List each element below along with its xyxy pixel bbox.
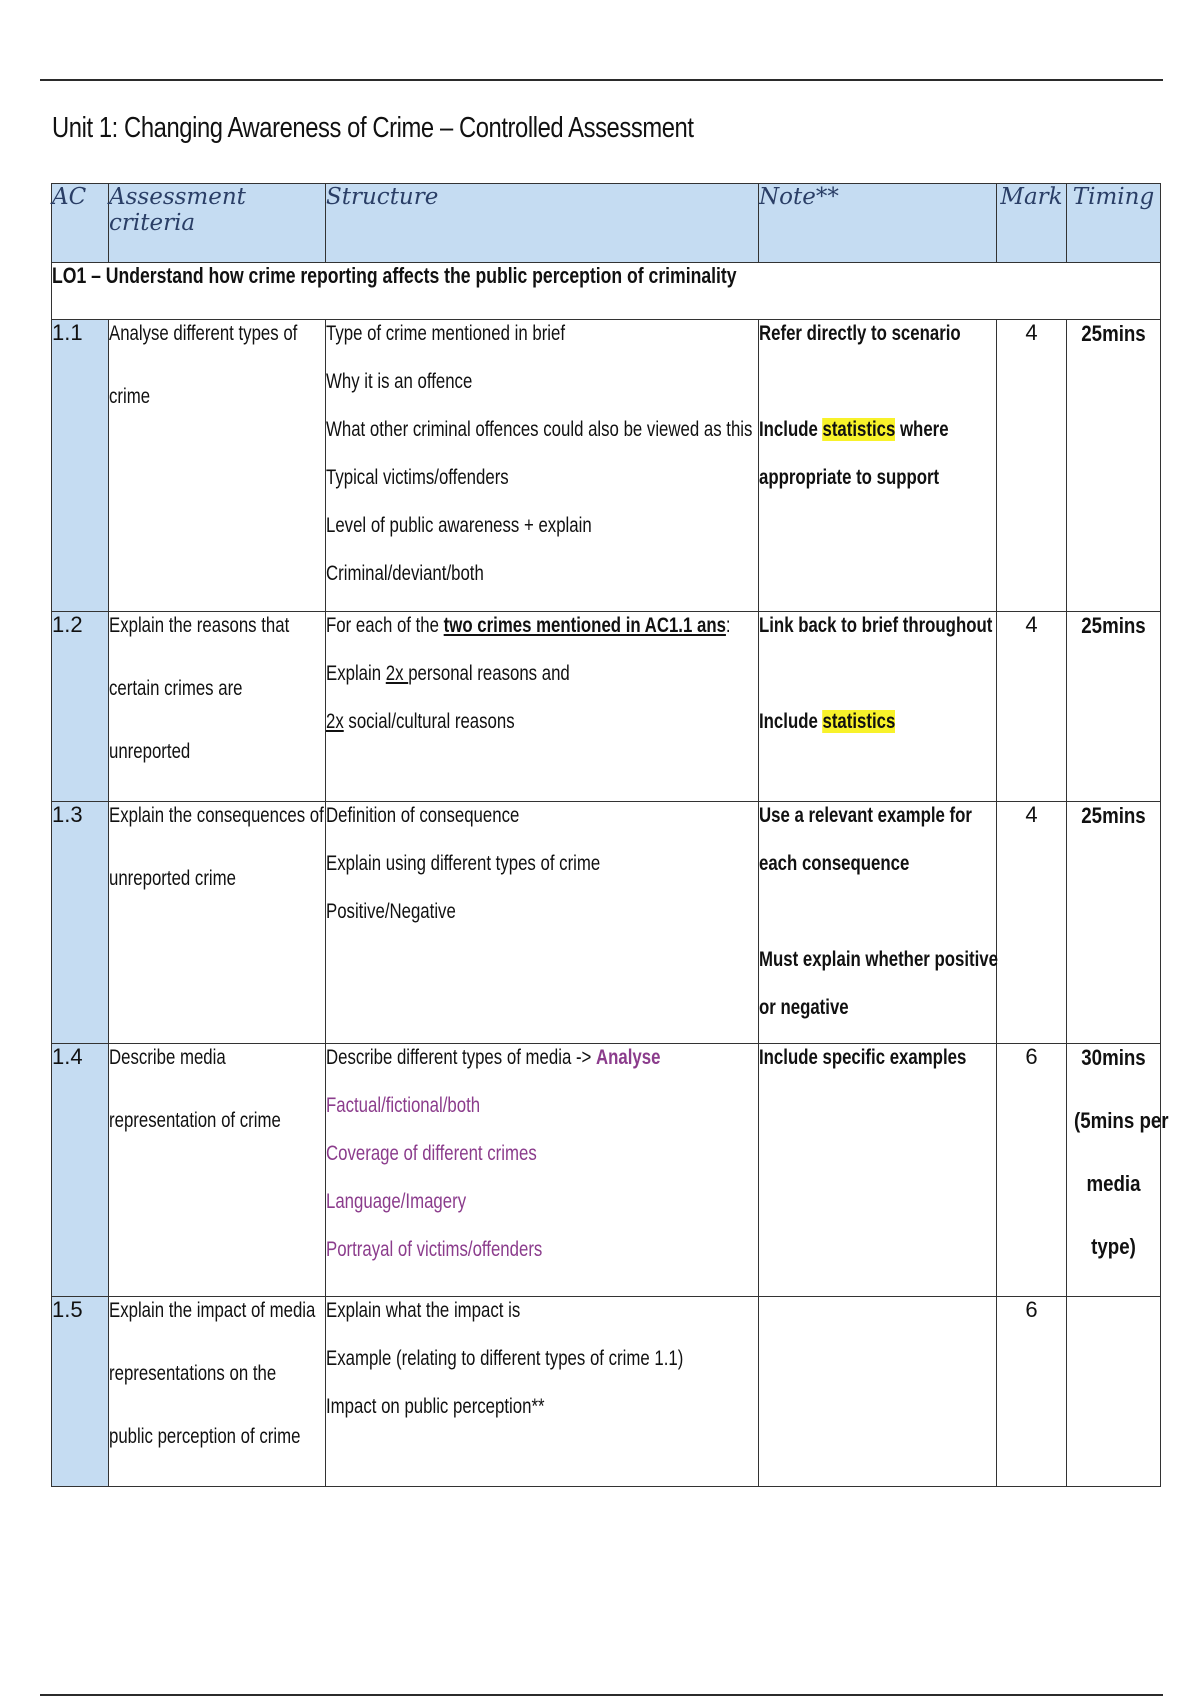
structure-line: Definition of consequence: [326, 804, 520, 827]
header-mark: Mark: [997, 184, 1067, 263]
criteria-line: representation of crime: [109, 1109, 281, 1132]
structure-line: Typical victims/offenders: [326, 466, 509, 489]
mark-cell: 6: [997, 1044, 1067, 1297]
structure-cell: [326, 320, 759, 612]
timing-line: media: [1086, 1171, 1141, 1196]
timing-line: 25mins: [1081, 321, 1146, 346]
timing-line: 25mins: [1081, 803, 1146, 828]
structure-line: Language/Imagery: [326, 1190, 467, 1213]
ac-cell: 1.1: [52, 320, 109, 612]
structure-line: What other criminal offences could also be viewed as this: [326, 418, 753, 441]
lo-heading: LO1 – Understand how crime reporting affects the public perception of criminality: [52, 263, 737, 288]
structure-line: Example (relating to different types of crime 1.1): [326, 1347, 684, 1370]
timing-line: (5mins per: [1073, 1108, 1169, 1133]
criteria-line: crime: [109, 385, 151, 408]
criteria-cell: [109, 612, 326, 802]
table-row: [52, 612, 1161, 802]
note-cell: [759, 612, 997, 802]
timing-line: 30mins: [1081, 1045, 1146, 1070]
timing-cell: [1067, 320, 1161, 612]
header-note: Note**: [759, 184, 997, 263]
note-line: Include statistics: [759, 710, 896, 733]
criteria-cell: [109, 1044, 326, 1297]
highlighted-statistics: statistics: [822, 710, 896, 733]
structure-cell: [326, 612, 759, 802]
header-timing: Timing: [1067, 184, 1161, 263]
structure-cell: [326, 1297, 759, 1487]
structure-line: Explain 2x personal reasons and: [326, 662, 570, 685]
note-line: Link back to brief throughout: [759, 614, 993, 637]
criteria-line: Analyse different types of: [109, 322, 298, 345]
structure-line: Describe different types of media -> Analyse: [326, 1046, 661, 1069]
timing-cell: [1067, 1044, 1169, 1297]
structure-line: 2x social/cultural reasons: [326, 710, 515, 733]
highlighted-statistics: statistics: [822, 418, 896, 441]
structure-line: Impact on public perception**: [326, 1395, 545, 1418]
structure-cell: [326, 802, 759, 1044]
criteria-cell: [109, 802, 326, 1044]
structure-line: Why it is an offence: [326, 370, 473, 393]
timing-line: type): [1091, 1234, 1136, 1259]
header-criteria: Assessment criteria: [109, 184, 326, 263]
note-line: or negative: [759, 996, 849, 1019]
lo-heading-row: [52, 263, 1161, 320]
structure-line: Positive/Negative: [326, 900, 456, 923]
criteria-line: unreported: [109, 740, 191, 763]
structure-line: Explain what the impact is: [326, 1299, 521, 1322]
mark-cell: 4: [997, 802, 1067, 1044]
note-line: appropriate to support: [759, 466, 940, 489]
ac-cell: 1.2: [52, 612, 109, 802]
ac-cell: 1.5: [52, 1297, 109, 1487]
note-cell: [759, 320, 997, 612]
table-row: [52, 1297, 1161, 1487]
note-line: each consequence: [759, 852, 910, 875]
page-title: Unit 1: Changing Awareness of Crime – Controlled Assessment: [52, 112, 694, 144]
structure-line: Portrayal of victims/offenders: [326, 1238, 543, 1261]
mark-cell: 6: [997, 1297, 1067, 1487]
note-line: Use a relevant example for: [759, 804, 972, 827]
table-row: [52, 1044, 1161, 1297]
note-cell: [759, 1297, 997, 1487]
note-cell: [759, 802, 997, 1044]
assessment-table: [51, 183, 1169, 1487]
timing-cell: [1067, 1297, 1161, 1487]
table-row: [52, 802, 1161, 1044]
note-line: Include statistics where: [759, 418, 949, 441]
mark-cell: 4: [997, 612, 1067, 802]
timing-cell: [1067, 802, 1161, 1044]
note-cell: [759, 1044, 997, 1297]
criteria-cell: [109, 320, 326, 612]
top-rule: [40, 79, 1163, 81]
header-structure: Structure: [326, 184, 759, 263]
timing-line: 25mins: [1081, 613, 1146, 638]
structure-line: Level of public awareness + explain: [326, 514, 592, 537]
note-line: Include specific examples: [759, 1046, 967, 1069]
header-ac: AC: [52, 184, 109, 263]
criteria-line: Explain the consequences of: [109, 804, 324, 827]
criteria-line: representations on the: [109, 1362, 277, 1385]
structure-line: Coverage of different crimes: [326, 1142, 537, 1165]
bottom-rule: [40, 1694, 1163, 1696]
criteria-line: Explain the reasons that: [109, 614, 290, 637]
ac-cell: 1.3: [52, 802, 109, 1044]
table-row: [52, 320, 1161, 612]
structure-line: Explain using different types of crime: [326, 852, 601, 875]
criteria-line: certain crimes are: [109, 677, 243, 700]
structure-line: Factual/fictional/both: [326, 1094, 481, 1117]
criteria-line: public perception of crime: [109, 1425, 301, 1448]
structure-line: Type of crime mentioned in brief: [326, 322, 566, 345]
ac-cell: 1.4: [52, 1044, 109, 1297]
criteria-line: Describe media: [109, 1046, 226, 1069]
criteria-cell: [109, 1297, 326, 1487]
lo-heading-cell: [52, 263, 1161, 320]
structure-line: For each of the two crimes mentioned in AC1.1 ans:: [326, 614, 731, 637]
note-line: Must explain whether positive: [759, 948, 998, 971]
header-row: [52, 184, 1161, 263]
note-line: Refer directly to scenario: [759, 322, 961, 345]
mark-cell: 4: [997, 320, 1067, 612]
criteria-line: unreported crime: [109, 867, 236, 890]
structure-line: Criminal/deviant/both: [326, 562, 484, 585]
structure-cell: [326, 1044, 759, 1297]
timing-cell: [1067, 612, 1161, 802]
criteria-line: Explain the impact of media: [109, 1299, 316, 1322]
